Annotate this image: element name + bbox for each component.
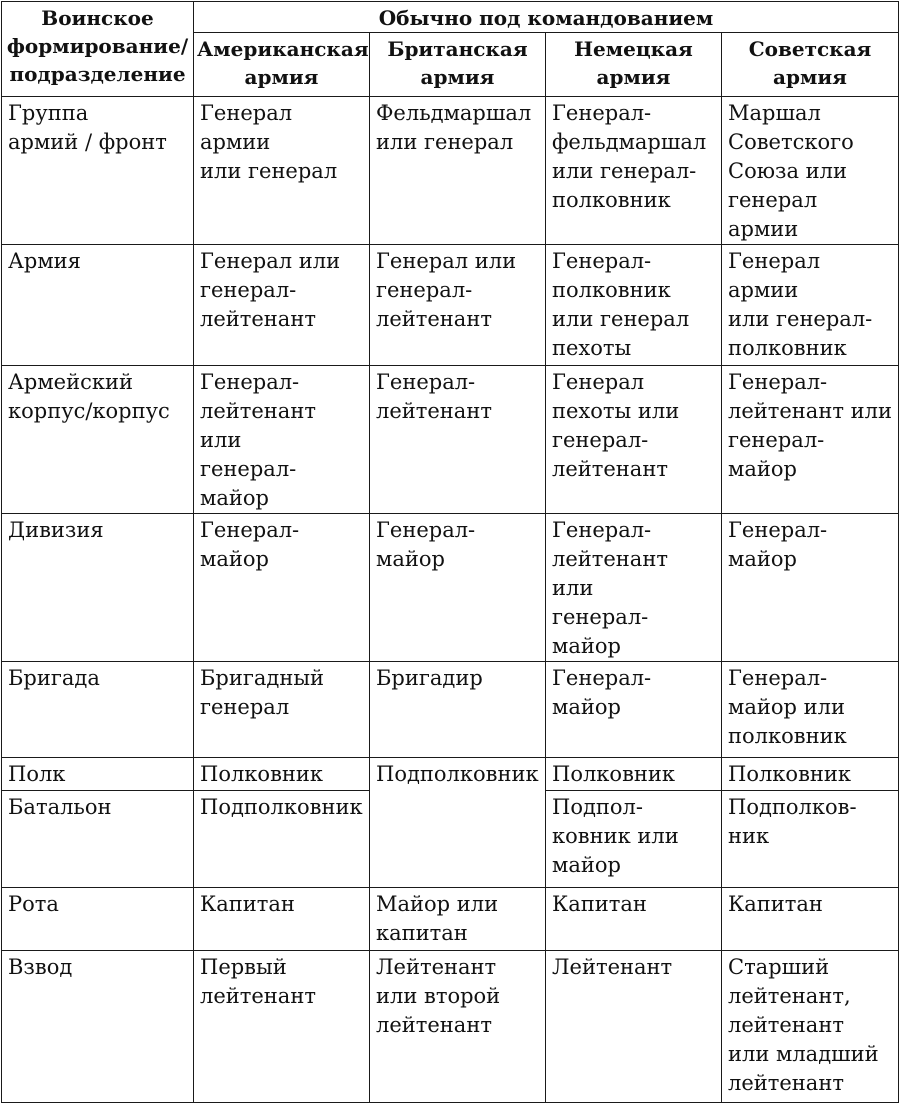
american-rank-cell: Бригадный генерал [194, 662, 370, 758]
german-rank-cell: Генерал- майор [546, 662, 722, 758]
soviet-rank-cell: Генерал- майор или полковник [722, 662, 899, 758]
soviet-rank-cell: Генерал- лейтенант или генерал-майор [722, 366, 899, 514]
unit-cell: Батальон [2, 791, 194, 888]
german-rank-cell: Генерал- лейтенант или генерал-майор [546, 514, 722, 662]
british-rank-cell: Генерал- майор [370, 514, 546, 662]
table-row [2, 514, 899, 662]
american-rank-cell: Генерал или генерал- лейтенант [194, 245, 370, 366]
soviet-rank-cell: Старший лейтенант, лейтенант или младший лейтенант [722, 951, 899, 1103]
american-rank-cell: Генерал- майор [194, 514, 370, 662]
american-rank-cell: Генерал армии или генерал [194, 97, 370, 245]
unit-column-header: Воинское формирование/ подразделение [2, 2, 194, 97]
unit-cell: Полк [2, 758, 194, 791]
unit-cell: Рота [2, 888, 194, 951]
british-rank-cell: Бригадир [370, 662, 546, 758]
table-row [2, 951, 899, 1103]
soviet-rank-cell: Генерал армии или генерал- полковник [722, 245, 899, 366]
unit-cell: Бригада [2, 662, 194, 758]
american-rank-cell: Капитан [194, 888, 370, 951]
table-row [2, 97, 899, 245]
table-row [2, 758, 899, 791]
british-rank-cell: Лейтенант или второй лейтенант [370, 951, 546, 1103]
unit-cell: Армия [2, 245, 194, 366]
unit-cell: Взвод [2, 951, 194, 1103]
american-rank-cell: Генерал- лейтенант или генерал-майор [194, 366, 370, 514]
soviet-rank-cell: Капитан [722, 888, 899, 951]
german-rank-cell: Генерал- полковник или генерал пехоты [546, 245, 722, 366]
unit-cell: Группа армий / фронт [2, 97, 194, 245]
table-body [2, 97, 899, 1103]
british-rank-cell: Фельдмаршал или генерал [370, 97, 546, 245]
american-rank-cell: Полковник [194, 758, 370, 791]
table-row [2, 366, 899, 514]
unit-cell: Армейский корпус/корпус [2, 366, 194, 514]
table-header [2, 2, 899, 97]
commanded-by-header: Обычно под командованием [194, 2, 899, 33]
soviet-army-header: Советская армия [722, 33, 899, 97]
german-rank-cell: Полковник [546, 758, 722, 791]
german-rank-cell: Лейтенант [546, 951, 722, 1103]
table-row [2, 245, 899, 366]
british-army-header: Британская армия [370, 33, 546, 97]
table-row [2, 888, 899, 951]
header-row-top [2, 2, 899, 33]
german-rank-cell: Генерал- фельдмаршал или генерал- полковник [546, 97, 722, 245]
soviet-rank-cell: Маршал Советского Союза или генерал армии [722, 97, 899, 245]
british-rank-cell: Майор или капитан [370, 888, 546, 951]
german-rank-cell: Капитан [546, 888, 722, 951]
british-rank-cell: Генерал или генерал- лейтенант [370, 245, 546, 366]
american-army-header: Американская армия [194, 33, 370, 97]
german-rank-cell: Подпол- ковник или майор [546, 791, 722, 888]
german-army-header: Немецкая армия [546, 33, 722, 97]
british-rank-cell: Генерал- лейтенант [370, 366, 546, 514]
german-rank-cell: Генерал пехоты или генерал- лейтенант [546, 366, 722, 514]
table-row [2, 662, 899, 758]
american-rank-cell: Подполковник [194, 791, 370, 888]
british-rank-cell: Подполковник [370, 758, 546, 888]
soviet-rank-cell: Генерал- майор [722, 514, 899, 662]
american-rank-cell: Первый лейтенант [194, 951, 370, 1103]
rank-comparison-table [1, 1, 899, 1103]
soviet-rank-cell: Подполков- ник [722, 791, 899, 888]
soviet-rank-cell: Полковник [722, 758, 899, 791]
unit-cell: Дивизия [2, 514, 194, 662]
